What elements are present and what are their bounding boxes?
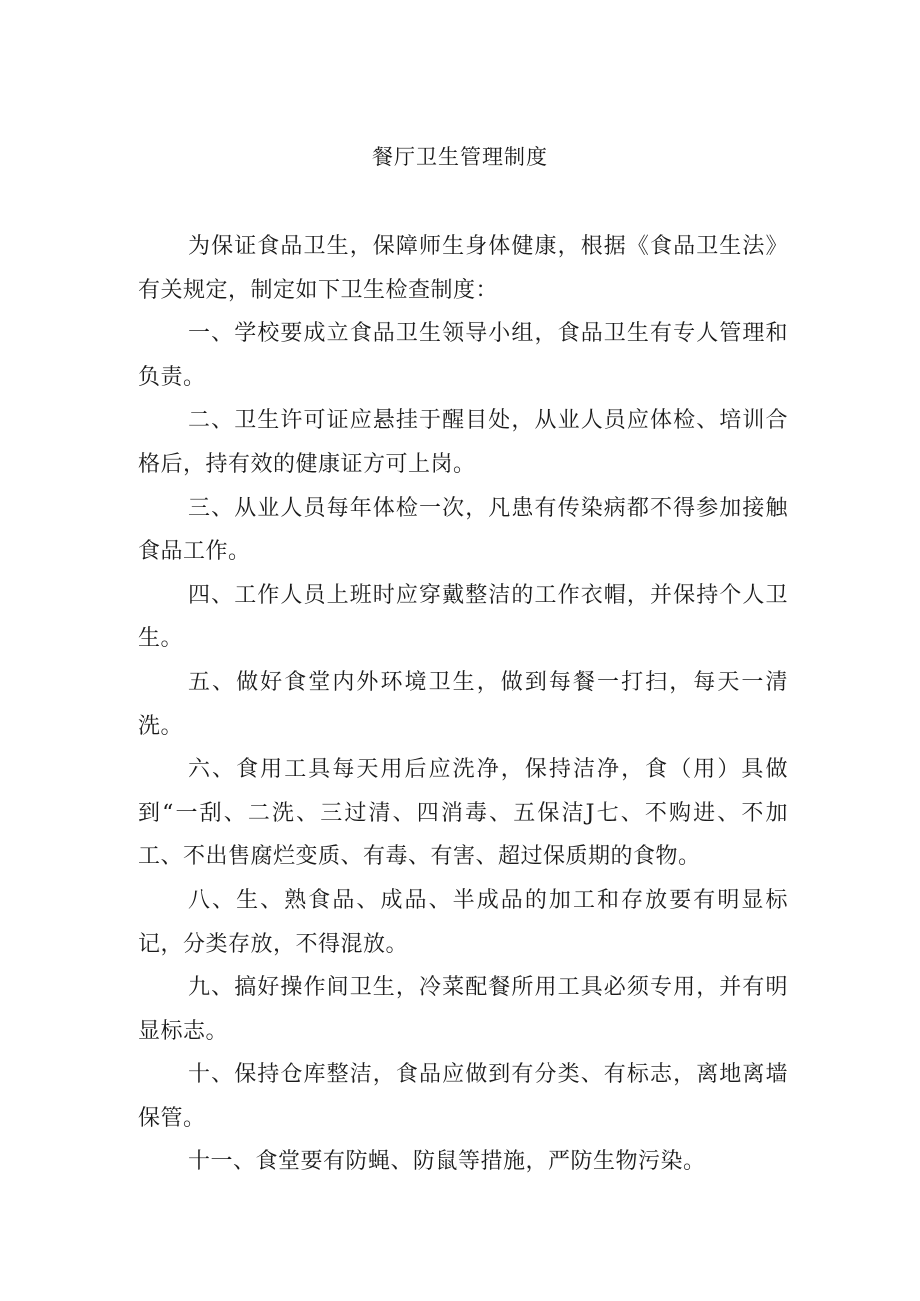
paragraph-rule-10: 十、保持仓库整洁，食品应做到有分类、有标志，离地离墙保管。: [138, 1062, 788, 1131]
document-body: [138, 225, 788, 1184]
paragraph-rule-6-7: 六、食用工具每天用后应洗净，保持洁净，食（用）具做到“一刮、二洗、三过清、四消毒、五保洁J七、不购进、不加工、不出售腐烂变质、有毒、有害、超过保质期的食物。: [138, 757, 788, 870]
paragraph-rule-3: 三、从业人员每年体检一次，凡患有传染病都不得参加接触食品工作。: [138, 495, 788, 565]
paragraph-rule-1: 一、学校要成立食品卫生领导小组，食品卫生有专人管理和负责。: [138, 321, 788, 390]
paragraph-rule-11: 十一、食堂要有防蝇、防鼠等措施，严防生物污染。: [188, 1149, 706, 1175]
paragraph-rule-4: 四、工作人员上班时应穿戴整洁的工作衣帽，并保持个人卫生。: [138, 582, 788, 652]
paragraph-rule-8: 八、生、熟食品、成品、半成品的加工和存放要有明显标记，分类存放，不得混放。: [138, 887, 788, 957]
paragraph-rule-9: 九、搞好操作间卫生，冷菜配餐所用工具必须专用，并有明显标志。: [138, 975, 788, 1044]
document-title: 餐厅卫生管理制度: [372, 145, 548, 169]
paragraph-rule-5: 五、做好食堂内外环境卫生，做到每餐一打扫，每天一清洗。: [138, 669, 788, 739]
paragraph-intro: 为保证食品卫生，保障师生身体健康，根据《食品卫生法》有关规定，制定如下卫生检查制度：: [138, 234, 788, 303]
paragraph-rule-2: 二、卫生许可证应悬挂于醒目处，从业人员应体检、培训合格后，持有效的健康证方可上岗。: [138, 408, 788, 477]
